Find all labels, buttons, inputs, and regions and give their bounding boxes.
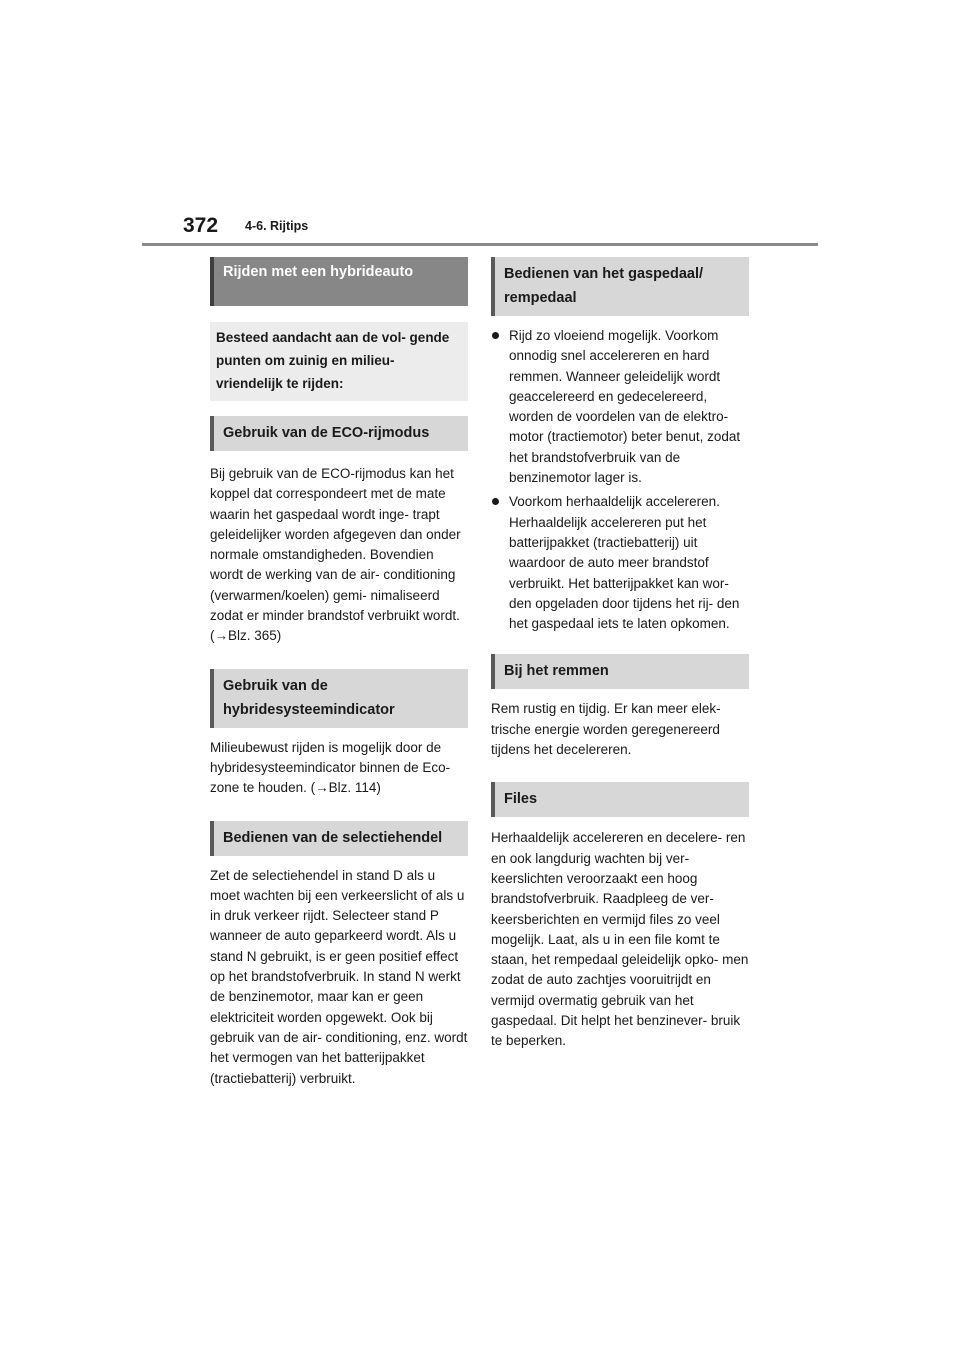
main-title: Rijden met een hybrideauto: [210, 257, 468, 306]
eco-mode-text: Bij gebruik van de ECO-rijmodus kan het koppel dat correspondeert met de mate waarin het gaspedaal wordt inge- trapt geleidelijker worden afgegeven dan onder normale omstandigheden. Bovendien wordt de werking van de air- conditioning (verwarmen/koelen) gemi- nimaliseerd zodat er minder brandstof verbruikt wordt. (→Blz. 365): [210, 466, 461, 644]
intro-box: Besteed aandacht aan de vol- gende punten om zuinig en milieu- vriendelijk te rijden:: [210, 322, 468, 401]
right-column: [491, 257, 749, 1052]
page-number: 372: [183, 214, 219, 237]
bullet-item: Rijd zo vloeiend mogelijk. Voorkom onnodig snel accelereren en hard remmen. Wanneer geleidelijk wordt geaccelereerd en gedecelereerd, worden de voordelen van de elektro- motor (tractiemotor) beter benut, zodat het brandstofverbruik van de benzinemotor lager is.: [491, 326, 749, 488]
eco-mode-heading: Gebruik van de ECO-rijmodus: [210, 416, 468, 451]
indicator-heading: Gebruik van de hybridesysteemindicator: [210, 669, 468, 728]
pedal-heading: Bedienen van het gaspedaal/ rempedaal: [491, 257, 749, 316]
indicator-text: Milieubewust rijden is mogelijk door de hybridesysteemindicator binnen de Eco-zone te houden. (→Blz. 114): [210, 739, 451, 796]
braking-text: Rem rustig en tijdig. Er kan meer elek- trische energie worden geregenereerd tijdens het decelereren.: [491, 701, 721, 758]
selector-text: Zet de selectiehendel in stand D als u moet wachten bij een verkeerslicht of als u in druk verkeer rijdt. Selecteer stand P wanneer de auto geparkeerd wordt. Als u stand N gebruikt, is er geen positief effect op het brandstofverbruik. In stand N werkt de benzinemotor, maar kan er geen elektriciteit worden opgewekt. Ook bij gebruik van de air- conditioning, enz. wordt het vermogen van het batterijpakket (tractiebatterij) verbruikt.: [210, 867, 468, 1086]
header-divider: [142, 243, 818, 246]
traffic-text: Herhaaldelijk accelereren en decelere- ren en ook langdurig wachten bij ver- keerslichten veroorzaakt een hoog brandstofverbruik. Raadpleeg de ver- keersberichten en vermijd files zo veel mogelijk. Laat, als u in een file komt te staan, het rempedaal geleidelijk opko- men zodat de auto zachtjes vooruitrijdt en vermijd overmatig gebruik van het gaspedaal. Dit helpt het benzinever- bruik te beperken.: [491, 830, 749, 1049]
pedal-bullet-list: [491, 326, 749, 634]
braking-heading: Bij het remmen: [491, 654, 749, 689]
left-column: [210, 257, 468, 1089]
traffic-heading: Files: [491, 782, 749, 817]
bullet-item: Voorkom herhaaldelijk accelereren. Herhaaldelijk accelereren put het batterijpakket (tractiebatterij) uit waardoor de auto meer brandstof verbruikt. Het batterijpakket kan wor- den opgeladen door tijdens het rij- den het gaspedaal iets te laten opkomen.: [491, 492, 749, 634]
selector-heading: Bedienen van de selectiehendel: [210, 821, 468, 856]
section-label: 4-6. Rijtips: [245, 219, 309, 233]
